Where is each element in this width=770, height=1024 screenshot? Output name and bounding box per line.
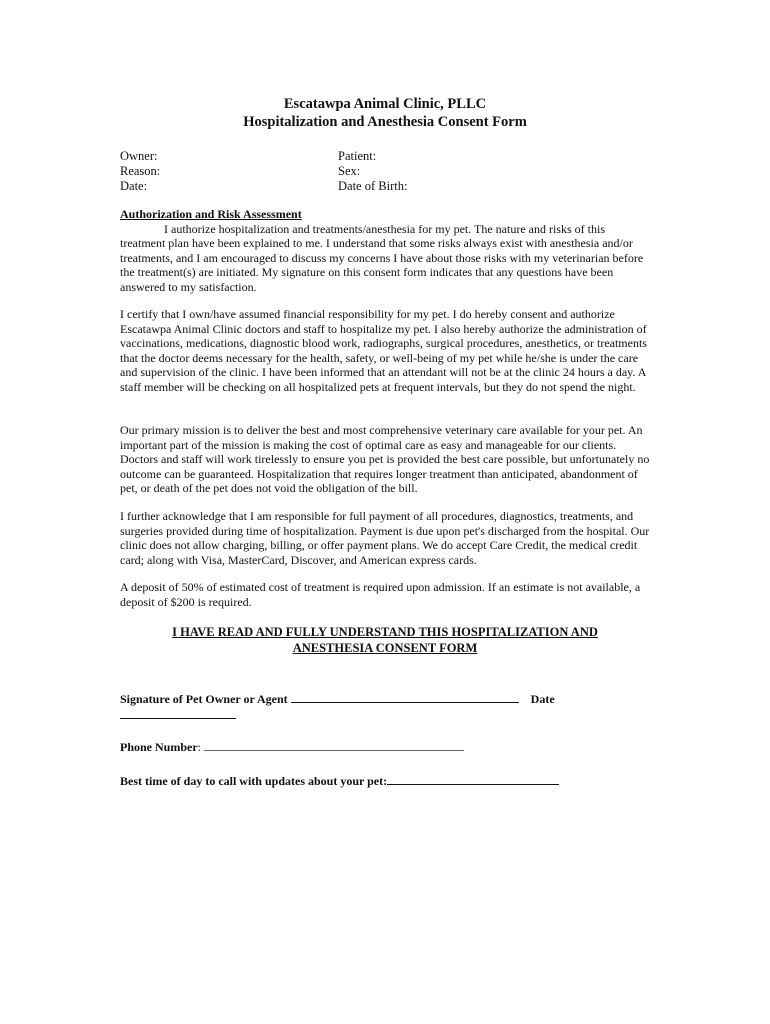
- signature-input-line[interactable]: [291, 692, 519, 703]
- form-title: Hospitalization and Anesthesia Consent Form: [243, 114, 527, 130]
- deposit-paragraph: A deposit of 50% of estimated cost of treatment is required upon admission. If an estimate is not available, a deposit of $200 is required.: [120, 580, 641, 609]
- date-signature-label: Date: [530, 692, 555, 706]
- date-label: Date:: [120, 179, 148, 193]
- acknowledgement-line-1: I HAVE READ AND FULLY UNDERSTAND THIS HOSPITALIZATION AND: [172, 625, 598, 639]
- authorization-paragraph: I authorize hospitalization and treatments/anesthesia for my pet. The nature and risks of this treatment plan have been explained to me. I understand that some risks always exist with anesthesia and/or treatments, and I am encouraged to discuss my concerns I have about those risks with my veterinarian before the treatment(s) are initiated. My signature on this consent form indicates that any questions have been answered to my satisfaction.: [120, 221, 644, 294]
- signature-row: [120, 692, 555, 706]
- acknowledgement-statement: [120, 624, 650, 656]
- phone-label: Phone Number: [120, 740, 198, 754]
- mission-section: [120, 423, 650, 496]
- best-time-input-line[interactable]: [387, 774, 559, 785]
- reason-label: Reason:: [120, 164, 161, 178]
- date-input-line[interactable]: [120, 708, 236, 719]
- phone-colon: :: [197, 740, 202, 754]
- certify-section: [120, 307, 650, 395]
- authorization-section: [120, 207, 650, 295]
- phone-row: [120, 740, 464, 754]
- payment-section: [120, 509, 650, 567]
- patient-label: Patient:: [338, 149, 377, 163]
- payment-paragraph: I further acknowledge that I am responsible for full payment of all procedures, diagnostics, treatments, and surgeries provided during time of hospitalization. Payment is due upon pet's discharged from the hospital. Our clinic does not allow charging, billing, or offer payment plans. We do accept Care Credit, the medical credit card; along with Visa, MasterCard, Discover, and American express cards.: [120, 509, 650, 567]
- owner-label: Owner:: [120, 149, 158, 163]
- best-time-row: [120, 774, 559, 788]
- phone-input-line[interactable]: [204, 740, 464, 751]
- certify-paragraph: I certify that I own/have assumed financial responsibility for my pet. I do hereby consent and authorize Escatawpa Animal Clinic doctors and staff to hospitalize my pet. I also hereby authorize the administration of vaccinations, medications, diagnostic blood work, radiographs, surgical procedures, anesthetics, or treatments that the doctor deems necessary for the health, safety, or well-being of my pet while he/she is under the care and supervision of the clinic. I have been informed that an attendant will not be at the clinic 24 hours a day. A staff member will be checking on all hospitalized pets at frequent intervals, but they do not spend the night.: [120, 307, 647, 394]
- clinic-name: Escatawpa Animal Clinic, PLLC: [283, 96, 487, 112]
- best-time-label: Best time of day to call with updates about your pet:: [120, 774, 388, 788]
- mission-paragraph: Our primary mission is to deliver the best and most comprehensive veterinary care available for your pet. An important part of the mission is making the cost of optimal care as easy and manageable for our clients. Doctors and staff will work tirelessly to ensure you pet is provided the best care possible, but unfortunately no outcome can be guaranteed. Hospitalization that requires longer treatment than anticipated, abandonment of pet, or death of the pet does not void the obligation of the bill.: [120, 423, 650, 496]
- sex-label: Sex:: [338, 164, 361, 178]
- owner-info-column: [120, 149, 160, 194]
- dob-label: Date of Birth:: [338, 179, 408, 193]
- authorization-heading: Authorization and Risk Assessment: [120, 207, 302, 221]
- signature-label: Signature of Pet Owner or Agent: [120, 692, 288, 706]
- deposit-section: [120, 580, 650, 609]
- date-input-row: [120, 708, 236, 722]
- patient-info-column: [338, 149, 407, 194]
- acknowledgement-line-2: ANESTHESIA CONSENT FORM: [292, 641, 478, 655]
